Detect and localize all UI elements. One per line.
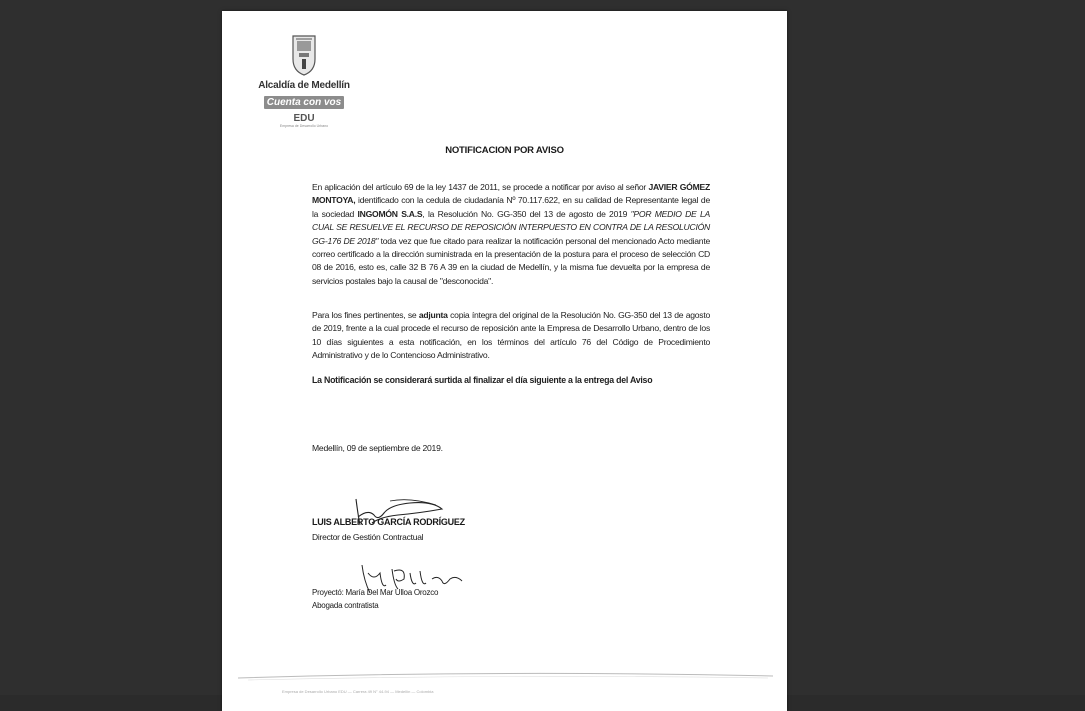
document-date: Medellín, 09 de septiembre de 2019. [312,443,443,453]
paragraph-2 [312,309,710,363]
p2-text-a: Para los fines pertinentes, se [312,310,419,320]
logo-tagline: Cuenta con vos [264,96,344,109]
p1-text-c: , la Resolución No. GG-350 del 13 de agosto de 2019 [422,208,631,219]
coat-of-arms-icon [290,33,318,77]
p2-text-b: copia íntegra del original de la Resolución No. GG-350 del 13 de agosto de 2019, frente a la cual procede el recurso de reposición ante la Empresa de Desarrollo Urbano, dentro de los 10 días siguientes a esta notificación, en los términos del artículo 76 del Código de Procedimiento Administrativo y de lo Contencioso Administrativo. [312,310,711,361]
document-title: NOTIFICACION POR AVISO [445,145,564,156]
drafted-by-role: Abogada contratista [312,601,379,610]
footer-text: Empresa de Desarrollo Urbano EDU — Carrera 49 N° 44-94 — Medellín — Colombia [282,689,434,694]
drafted-by: Proyectó: María Del Mar Ulloa Orozco [312,588,439,597]
p2-bold: adjunta [418,310,448,320]
logo-org: EDU [293,113,315,124]
p1-text-a: En aplicación del artículo 69 de la ley 1437 de 2011, se procede a notificar por aviso al señor [312,182,649,192]
resolution-quote: "POR MEDIO DE LA CUAL SE RESUELVE EL RECURSO DE REPOSICIÓN INTERPUESTO EN CONTRA DE LA RESOLUCIÓN GG-176 DE 2018" [312,208,710,246]
logo-name: Alcaldía de Medellín [258,80,350,91]
logo-subtitle: Empresa de Desarrollo Urbano [279,124,329,128]
p1-text-d: toda vez que fue citado para realizar la notificación personal del mencionado Acto mediante correo certificado a la dirección suministrada en la presentación de la postura para el proceso de selección CD 08 de 2016, esto es, calle 32 B 76 A 39 en la ciudad de Medellín, y la misma fue devuelta por la empresa de servicios postales bajo la causal de "desconocida". [312,235,711,286]
logo [252,33,356,129]
paragraph-3: La Notificación se considerará surtida al finalizar el día siguiente a la entrega del Aviso [312,375,653,385]
signer-name: LUIS ALBERTO GARCÍA RODRÍGUEZ [312,517,465,527]
footer-divider [238,666,773,686]
document-page [222,11,787,711]
p1-text-b: identificado con la cedula de ciudadanía Nº 70.117.622, en su calidad de Representante legal de la sociedad [312,195,710,219]
company-name: INGOMÓN S.A.S [357,208,423,219]
paragraph-1 [312,181,710,288]
recipient-name: JAVIER GÓMEZ MONTOYA, [312,182,710,206]
signer-title: Director de Gestión Contractual [312,532,424,542]
